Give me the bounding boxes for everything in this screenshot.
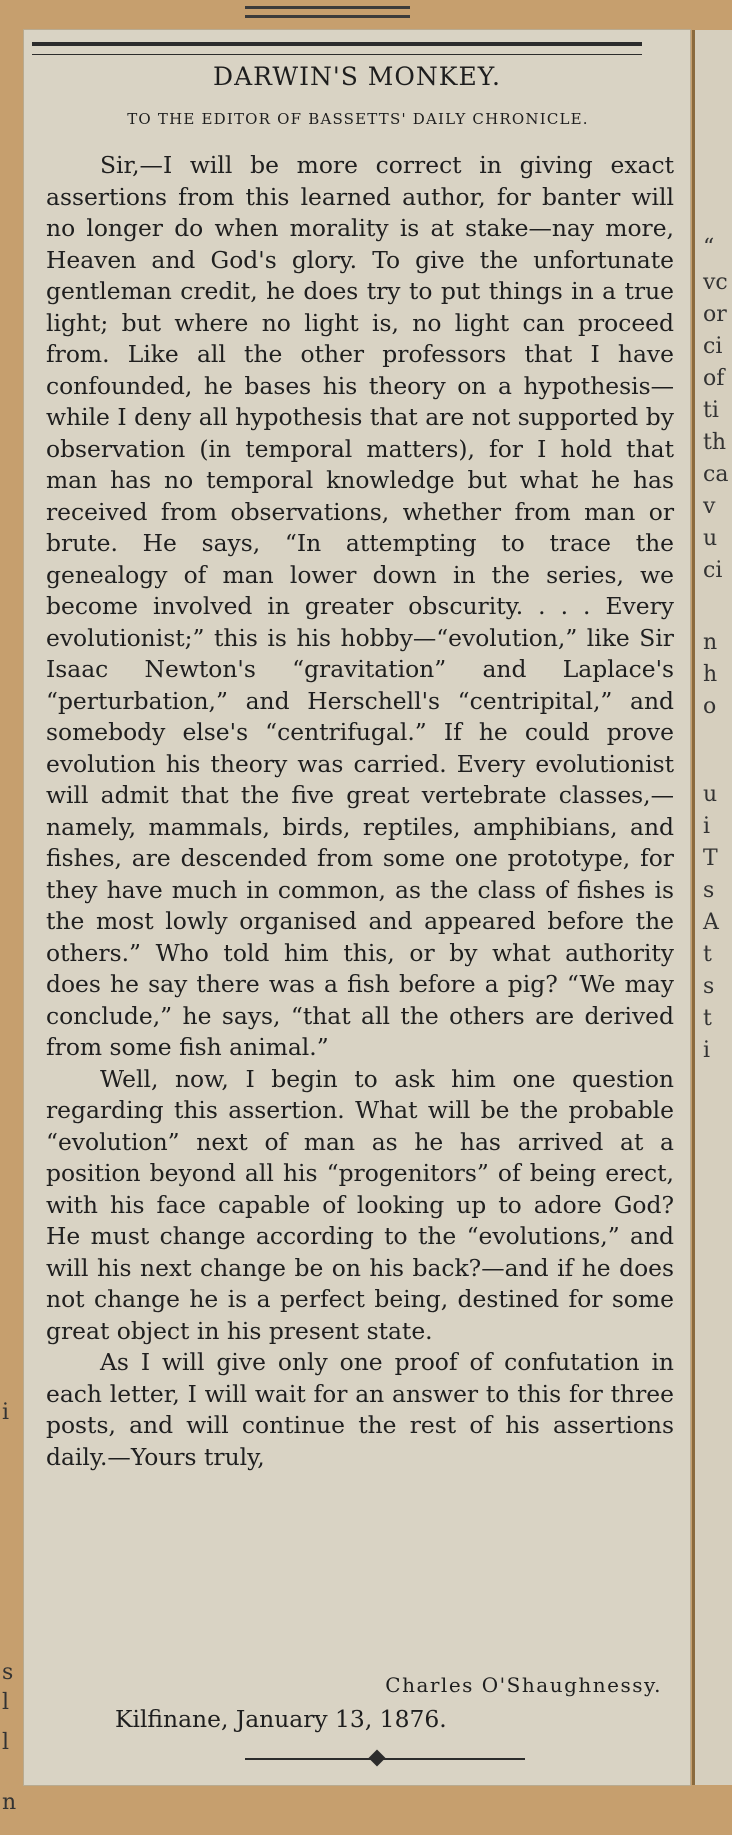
fragment-letter: of <box>703 366 725 391</box>
fragment-letter: v <box>703 494 716 519</box>
article-subtitle: TO THE EDITOR OF BASSETTS' DAILY CHRONICLE. <box>127 110 589 128</box>
fragment-letter: vc <box>703 270 728 295</box>
article-paragraph-2: Well, now, I begin to ask him one question regarding this assertion. What will be the probable “evolution” next of man as he has arrived at a position beyond all his “progenitors” of being erect, with his face capable of looking up to adore God? He must change according to the “evolutions,” and will his next change be on his back?—and if he does not change he is a perfect being, destined for some great object in his present state. <box>46 1064 674 1345</box>
article-paragraph-3: As I will give only one proof of confutation in each letter, I will wait for an answer to this for three posts, and will continue the rest of his assertions daily.—Yours truly, <box>46 1348 674 1471</box>
fragment-letter: T <box>703 846 718 871</box>
fragment-letter: t <box>703 942 712 967</box>
article-body <box>46 150 674 1473</box>
fragment-letter: t <box>703 1006 712 1031</box>
fragment-letter: s <box>2 1660 14 1685</box>
fragment-letter: u <box>703 782 718 807</box>
fragment-letter: n <box>703 630 718 655</box>
fragment-letter: or <box>703 302 727 327</box>
article-paragraph-1: Sir,—I will be more correct in giving exact assertions from this learned author, for banter will no longer do when morality is at stake—nay more, Heaven and God's glory. To give the unfortunate gentleman credit, he does try to put things in a true light; but where no light is, no light can proceed from. Like all the other professors that I have confounded, he bases his theory on a hypothesis—while I deny all hypothesis that are not supported by observation (in temporal matters), for I hold that man has no temporal knowledge but what he has received from observations, whether from man or brute. He says, “In attempting to trace the genealogy of man lower down in the series, we become involved in greater obscurity. . . . Every evolutionist;” this is his hobby—“evolution,” like Sir Isaac Newton's “gravitation” and Laplace's “perturbation,” and Herschell's “centripital,” and somebody else's “centrifugal.” If he could prove evolution his theory was carried. Every evolutionist will admit that the five great vertebrate classes,—namely, mammals, birds, reptiles, amphibians, and fishes, are descended from some one prototype, for they have much in common, as the class of fishes is the most lowly organised and appeared before the others.” Who told him this, or by what authority does he say there was a fish before a pig? “We may conclude,” he says, “that all the others are derived from some fish animal.” <box>46 151 674 1061</box>
fragment-letter: i <box>2 1400 10 1425</box>
fragment-letter: n <box>2 1790 17 1815</box>
fragment-letter: ti <box>703 398 719 423</box>
fragment-letter: “ <box>703 235 715 260</box>
fragment-letter: s <box>703 974 715 999</box>
article-title: DARWIN'S MONKEY. <box>213 62 501 91</box>
fragment-letter: h <box>703 662 718 687</box>
fragment-letter: o <box>703 694 717 719</box>
fragment-letter: i <box>703 1038 711 1063</box>
adjacent-column-fragment <box>692 30 732 1785</box>
fragment-letter: i <box>703 814 711 839</box>
fragment-letter: s <box>703 878 715 903</box>
top-rules <box>245 0 410 22</box>
fragment-letter: ci <box>703 334 723 359</box>
fragment-letter: ci <box>703 558 723 583</box>
clipping-top-rule <box>32 42 642 55</box>
fragment-letter: th <box>703 430 727 455</box>
fragment-letter: u <box>703 526 718 551</box>
fragment-letter: A <box>703 910 719 935</box>
fragment-letter: l <box>2 1730 10 1755</box>
left-column-fragment <box>0 1400 20 1815</box>
signature: Charles O'Shaughnessy. <box>385 1673 662 1697</box>
fragment-letter: ca <box>703 462 729 487</box>
dateline: Kilfinane, January 13, 1876. <box>115 1705 447 1733</box>
fragment-letter: l <box>2 1690 10 1715</box>
